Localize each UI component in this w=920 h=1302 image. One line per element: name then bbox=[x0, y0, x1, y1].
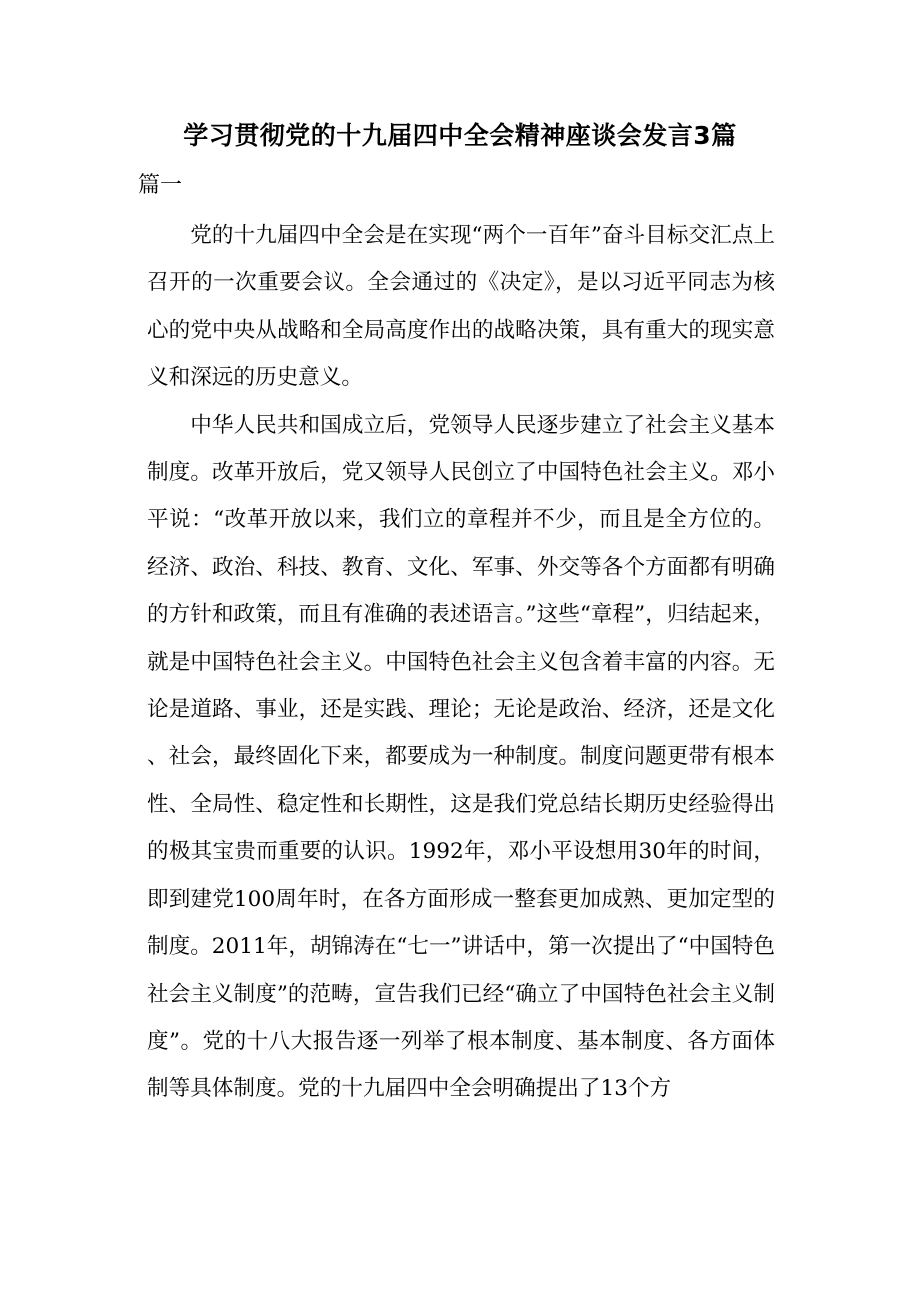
paragraph: 中华人民共和国成立后，党领导人民逐步建立了社会主义基本制度。改革开放后，党又领导人民创立了中国特色社会主义。邓小平说：“改革开放以来，我们立的章程并不少，而且是全方位的。经济、政治、科技、教育、文化、军事、外交等各个方面都有明确的方针和政策，而且有准确的表述语言。”这些“章程”，归结起来，就是中国特色社会主义。中国特色社会主义包含着丰富的内容。无论是道路、事业，还是实践、理论；无论是政治、经济，还是文化、社会，最终固化下来，都要成为一种制度。制度问题更带有根本性、全局性、稳定性和长期性，这是我们党总结长期历史经验得出的极其宝贵而重要的认识。1992年，邓小平设想用30年的时间，即到建党100周年时，在各方面形成一整套更加成熟、更加定型的制度。2011年，胡锦涛在“七一”讲话中，第一次提出了“中国特色社会主义制度”的范畴，宣告我们已经“确立了中国特色社会主义制度”。党的十八大报告逐一列举了根本制度、基本制度、各方面体制等具体制度。党的十九届四中全会明确提出了13个方 bbox=[147, 412, 775, 1102]
document-body bbox=[147, 212, 775, 1113]
section-label: 篇一 bbox=[138, 173, 183, 198]
paragraph: 党的十九届四中全会是在实现“两个一百年”奋斗目标交汇点上召开的一次重要会议。全会通过的《决定》，是以习近平同志为核心的党中央从战略和全局高度作出的战略决策，具有重大的现实意义和深远的历史意义。 bbox=[147, 223, 775, 391]
document-title: 学习贯彻党的十九届四中全会精神座谈会发言3篇 bbox=[183, 121, 737, 150]
